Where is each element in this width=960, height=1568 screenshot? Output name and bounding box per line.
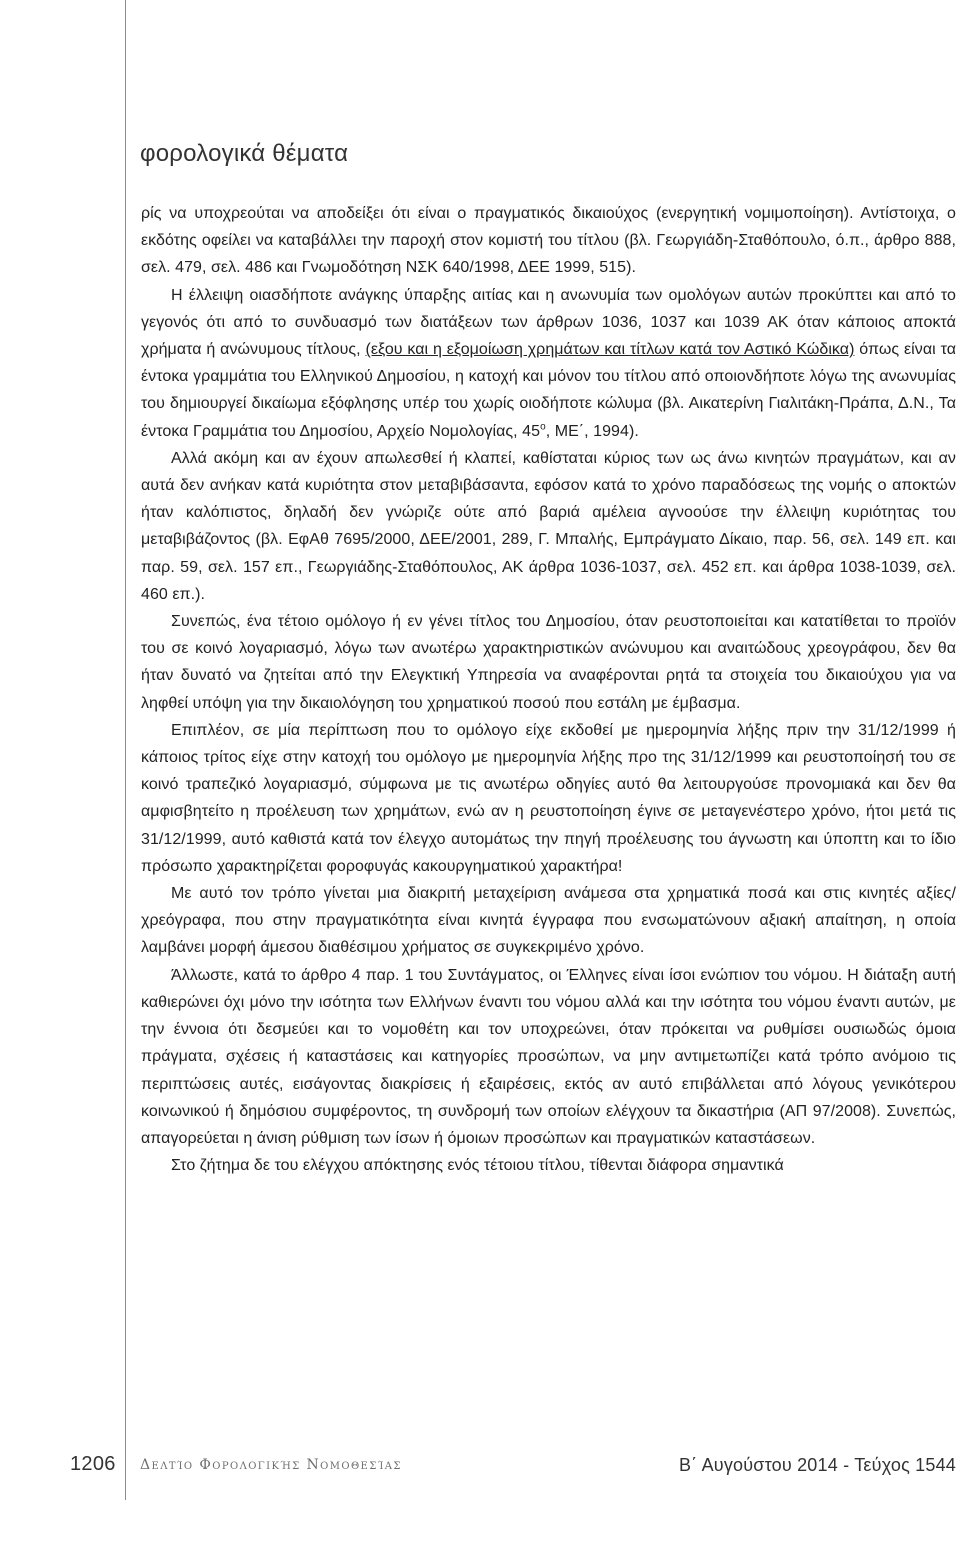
paragraph-text: Επιπλέον, σε μία περίπτωση που το ομόλογο είχε εκδοθεί με ημερομηνία λήξης πριν την 31/12/1999 ή κάποιος τρίτος είχε στην κατοχή του ομόλογο με ημερομηνία λήξης προ της 31/12/1999 και ρευστοποίησή του σε κοινό τραπεζικό λογαριασμό, σύμφωνα με τις ανωτέρω οδηγίες αυτό θα λειτουργούσε προνομιακά και δεν θα αμφισβητείτο η προέλευση των χρημάτων, ενώ αν η ρευστοποίηση έγινε σε μεταγενέστερο χρόνο, ήτοι μετά τις 31/12/1999, αυτό καθιστά κατά τον έλεγχο αυτομάτως την πηγή προέλευσης του άγνωστη και ύποπτη και το ίδιο πρόσωπο χαρακτηρίζεται φοροφυγάς κακουργηματικού χαρακτήρα! [141, 721, 956, 875]
paragraph-text: Η έλλειψη οιασδήποτε ανάγκης ύπαρξης αιτίας και η ανωνυμία των ομολόγων αυτών προκύπτει και από το γεγονός ότι από το συνδυασμό των διατάξεων των άρθρων 1036, 1037 και 1039 ΑΚ όταν κάποιος αποκτά χρήματα ή ανώνυμους τίτλους, [141, 286, 956, 359]
paragraph-text: όπως είναι τα έντοκα γραμμάτια του Ελληνικού Δημοσίου, η κατοχή και μόνον του τίτλου από οποιονδήποτε λόγω της ανωνυμίας του δημιουργεί δικαίωμα εξόφλησης υπέρ του χωρίς οιοδήποτε κώλυμα (βλ. Αικατερίνη Γιαλιτάκη-Πράπα, Δ.Ν., Τα έντοκα Γραμμάτια του Δημοσίου, Αρχείο Νομολογίας, 45 [141, 341, 957, 440]
paragraph-text: Άλλωστε, κατά το άρθρο 4 παρ. 1 του Συντάγματος, οι Έλληνες είναι ίσοι ενώπιον του νόμου. Η διάταξη αυτή καθιερώνει όχι μόνο την ισότητα των Ελλήνων έναντι του νόμου αλλά και την ισότητα του νόμου έναντι αυτών, με την έννοια ότι δεσμεύει και το νομοθέτη και τον υποχρεώνει, όταν πρόκειται να ρυθμίσει ουσιωδώς όμοια πράγματα, σχέσεις ή καταστάσεις και κατηγορίες προσώπων, να μην αντιμετωπίζει κατά τρόπο ανόμοιο τις περιπτώσεις αυτές, εισάγοντας διακρίσεις ή εξαιρέσεις, εκτός αν αυτό επιβάλλεται από λόγους γενικότερου κοινωνικού ή δημόσιου συμφέροντος, τη συνδρομή των οποίων ελέγχουν τα δικαστήρια (ΑΠ 97/2008). Συνεπώς, απαγορεύεται η άνιση ρύθμιση των ίσων ή όμοιων προσώπων και πραγματικών καταστάσεων. [141, 966, 956, 1147]
margin-rule [125, 0, 126, 1500]
paragraph-text: Στο ζήτημα δε του ελέγχου απόκτησης ενός τέτοιου τίτλου, τίθενται διάφορα σημαντικά [171, 1157, 784, 1175]
superscript-text: ο [540, 421, 546, 433]
paragraph-text: ρίς να υποχρεούται να αποδείξει ότι είναι ο πραγματικός δικαιούχος (ενεργητική νομιμοποίηση). Αντίστοιχα, ο εκδότης οφείλει να καταβάλλει την παροχή στον κομιστή του τίτλου (βλ. Γεωργιάδη-Σταθόπουλο, ό.π., άρθρο 888, σελ. 479, σελ. 486 και Γνωμοδότηση ΝΣΚ 640/1998, ΔΕΕ 1999, 515). [141, 205, 956, 277]
section-title: φορολογικά θέματα [140, 140, 349, 167]
paragraph-text: , ΜΕ΄, 1994). [545, 422, 639, 440]
paragraph-text: Με αυτό τον τρόπο γίνεται μια διακριτή μεταχείριση ανάμεσα στα χρηματικά ποσά και στις κινητές αξίες/χρεόγραφα, που στην πραγματικότητα είναι κινητά έγγραφα που ενσωματώνουν αξιακή απαίτηση, η οποία λαμβάνει μορφή άμεσου διαθέσιμου χρήματος σε συγκεκριμένο χρόνο. [141, 885, 956, 957]
paragraph-text: Αλλά ακόμη και αν έχουν απωλεσθεί ή κλαπεί, καθίσταται κύριος των ως άνω κινητών πραγμάτων, και αν αυτά δεν ανήκαν κατά κυριότητα στον μεταβιβάσαντα, εφόσον κατά το χρόνο παραδόσεως της νομής ο αποκτών ήταν καλόπιστος, δηλαδή δεν γνώριζε ούτε από βαριά αμέλεια αγνοούσε την έλλειψη κυριότητας του μεταβιβάζοντος (βλ. ΕφΑθ 7695/2000, ΔΕΕ/2001, 289, Γ. Μπαλής, Εμπράγματο Δίκαιο, παρ. 56, σελ. 149 επ. και παρ. 59, σελ. 157 επ., Γεωργιάδης-Σταθόπουλος, ΑΚ άρθρα 1036-1037, σελ. 452 επ. και άρθρα 1038-1039, σελ. 460 επ.). [141, 449, 956, 603]
page-number: 1206 [70, 1453, 116, 1475]
paragraph-7 [141, 962, 956, 1152]
issue-info: Β΄ Αυγούστου 2014 - Τεύχος 1544 [678, 1455, 956, 1475]
paragraph-1 [141, 200, 956, 282]
paragraph-text: Συνεπώς, ένα τέτοιο ομόλογο ή εν γένει τίτλος του Δημοσίου, όταν ρευστοποιείται και κατατίθεται το προϊόν του σε κοινό λογαριασμό, λόγω των ανωτέρω χαρακτηριστικών ανώνυμου και αναιτώδους χρεογράφου, δεν θα ήταν δυνατό να ζητείται από την Ελεγκτική Υπηρεσία να αναφέρονται ρητά τα στοιχεία του δικαιούχου για να ληφθεί υπόψη για την δικαιολόγηση του χρηματικού ποσού που εστάλη με έμβασμα. [141, 613, 956, 712]
paragraph-3 [141, 445, 956, 608]
paragraph-5 [141, 717, 956, 880]
article-body [141, 200, 956, 1179]
paragraph-2 [141, 282, 956, 445]
underlined-text: (εξου και η εξομοίωση χρημάτων και τίτλων κατά τον Αστικό Κώδικα) [365, 341, 855, 359]
journal-name: Δελτίο Φορολογικής Νομοθεσίας [140, 1457, 402, 1473]
page-footer [0, 1453, 960, 1483]
paragraph-6 [141, 880, 956, 962]
paragraph-4 [141, 608, 956, 717]
paragraph-8 [141, 1152, 956, 1179]
